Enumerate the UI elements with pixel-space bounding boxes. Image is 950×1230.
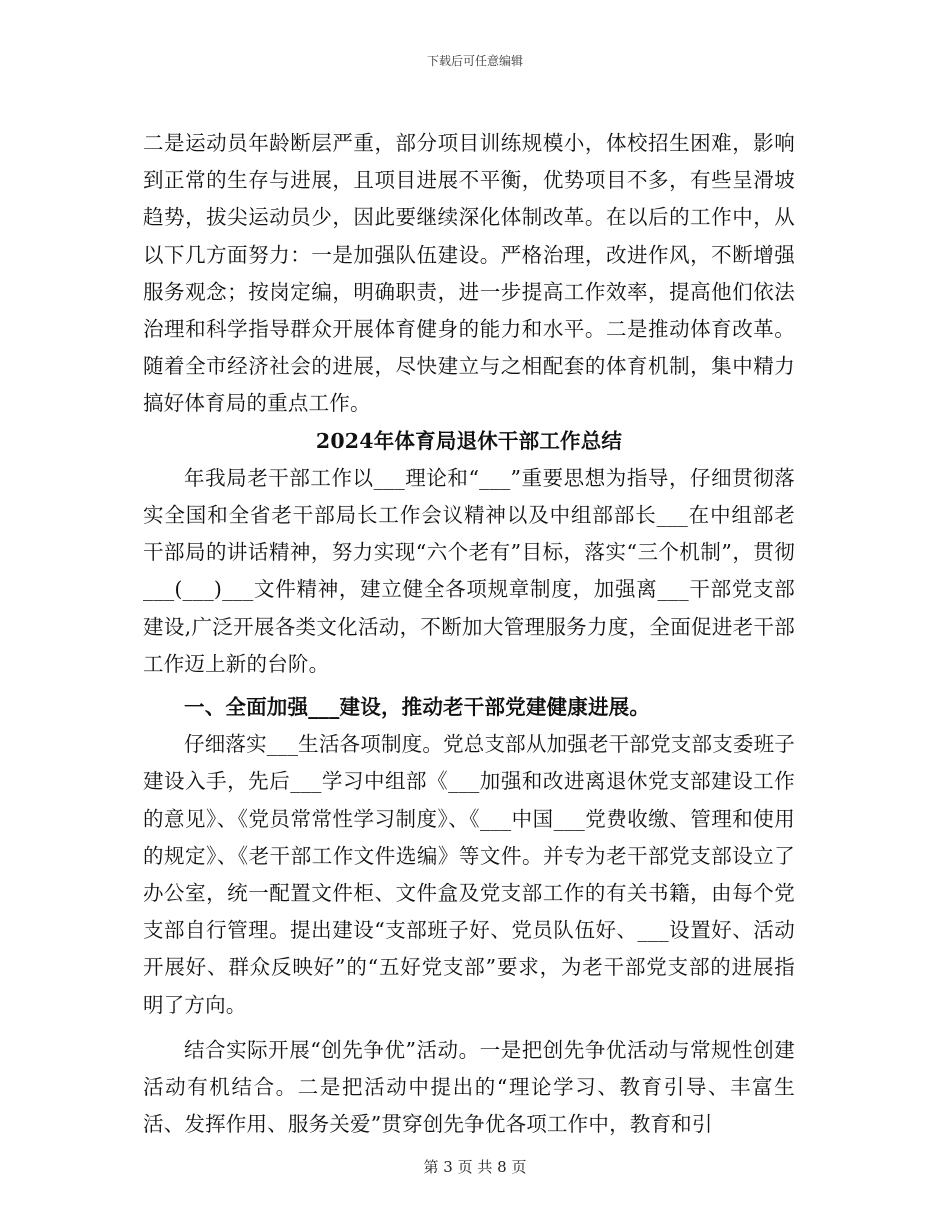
page-header: 下载后可任意编辑 <box>426 54 523 68</box>
document-body <box>143 125 795 1143</box>
page-footer: 第 3 页 共 8 页 <box>423 1158 527 1176</box>
section-heading-1: 一、全面加强___建设，推动老干部党建健康进展。 <box>184 695 651 720</box>
paragraph-party-building: 仔细落实___生活各项制度。党总支部从加强老干部党支部支委班子建设入手，先后___学习中组部《___加强和改进离退休党支部建设工作的意见》、《党员常常性学习制度》、《___中国___党费收缴、管理和使用的规定》、《老干部工作文件选编》等文件。并专为老干部党支部设立了办公室，统一配置文件柜、文件盒及党支部工作的有关书籍，由每个党支部自行管理。提出建设“支部班子好、党员队伍好、___设置好、活动开展好、群众反映好”的“五好党支部”要求，为老干部党支部的进展指明了方向。 <box>143 732 795 1017</box>
paragraph-activities: 结合实际开展“创先争优”活动。一是把创先争优活动与常规性创建活动有机结合。二是把活动中提出的“理论学习、教育引导、丰富生活、发挥作用、服务关爱”贯穿创先争优各项工作中，教育和引 <box>143 1037 795 1137</box>
paragraph-intro: 年我局老干部工作以___理论和“___”重要思想为指导，仔细贯彻落实全国和全省老干部局长工作会议精神以及中组部部长___在中组部老干部局的讲话精神，努力实现“六个老有”目标，落实“三个机制”，贯彻___(___)___文件精神，建立健全各项规章制度，加强离___干部党支部建设,广泛开展各类文化活动，不断加大管理服务力度，全面促进老干部工作迈上新的台阶。 <box>143 465 795 676</box>
paragraph-reform: 二是运动员年龄断层严重，部分项目训练规模小，体校招生困难，影响到正常的生存与进展，且项目进展不平衡，优势项目不多，有些呈滑坡趋势，拔尖运动员少，因此要继续深化体制改革。在以后的工作中，从以下几方面努力：一是加强队伍建设。严格治理，改进作风，不断增强服务观念；按岗定编，明确职责，进一步提高工作效率，提高他们依法治理和科学指导群众开展体育健身的能力和水平。二是推动体育改革。随着全市经济社会的进展，尽快建立与之相配套的体育机制，集中精力搞好体育局的重点工作。 <box>143 131 795 416</box>
document-title: 2024年体育局退休干部工作总结 <box>315 428 623 453</box>
